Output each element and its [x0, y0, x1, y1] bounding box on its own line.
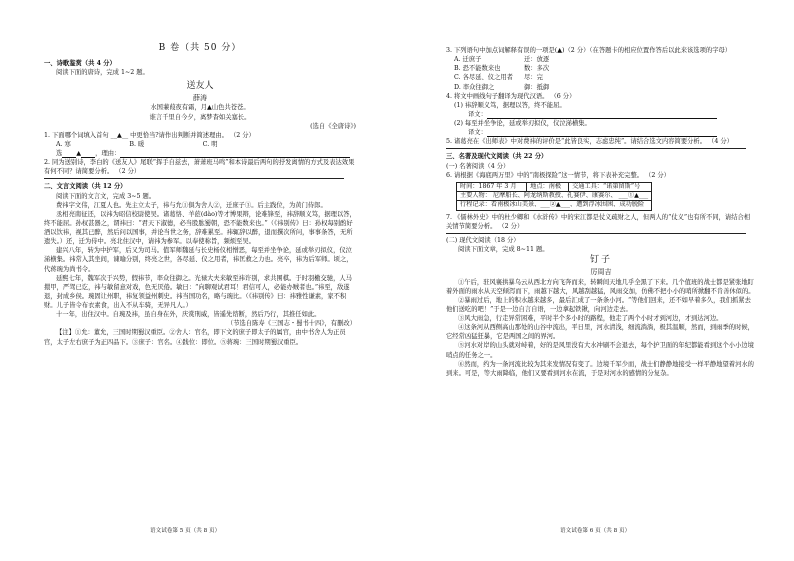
- answer-mark: ▲: [76, 150, 82, 158]
- page-footer-left: 语文试卷第 5 页（共 8 页）: [150, 528, 221, 534]
- poem-line-2: 谁言千里自今夕，离梦杳如关塞长。: [149, 113, 251, 121]
- option-b-gloss: 数：多次: [524, 65, 550, 73]
- option-a-gloss: 迁：放逐: [524, 56, 550, 64]
- poem-source: (选自《全唐诗》): [310, 122, 356, 130]
- question-3-options: [454, 55, 756, 92]
- essay-para-1: ①午后，驻风襄拱暴乌云从西北方向飞奔而来，转瞬间天地几乎全黑了下来。几个值班的战士都是紧张地盯着外面的雨水从天空倾泻而下，雨越下越大，风越刮越猛，风雨交加，仿佛不把小小的哨所掀翻不肯善休似的。: [446, 278, 755, 295]
- passage-para-3: 建兴八年，转为中护军，后又为司马。值军师魏延与长史杨仪相憎恶，每至并坐争论，延或举刃拟仪，仪泣涕横集。祎常入其坐间，谏喻分别，终亮之世，各尽延、仪之用者，祎匡救之力也。亮卒，祎为后军师。顷之，代蒋琬为尚书令。: [44, 247, 353, 273]
- option-a: A. 寒: [56, 140, 71, 148]
- essay-title: 钉子: [589, 255, 612, 266]
- option-c-gloss: 尽：完: [524, 74, 543, 82]
- section-3-heading: 三、名著及现代文阅读（共 22 分）: [446, 153, 548, 161]
- section-3b-heading: (二) 现代文阅读（18 分）: [446, 237, 520, 245]
- question-4-1: (1) 祎辞顺义笃，据理以答，终不能屈。: [454, 101, 566, 109]
- question-2: 2. 同为送别诗，李白的《送友人》尾联“挥手自兹去，萧萧班马鸣”和本诗最后两句的抒发离情的方式及表达效果有何不同？请简要分析。 （2 分）: [44, 159, 355, 176]
- essay-para-2: ②暴雨过后，地上的积水越来越多，最后汇成了一条条小河。“等他们回来，还不如早着多久，我们抓紧去他们送吃的吧！”于是一边自言自语，一边拿起铁锹，向河边走去。: [446, 296, 751, 313]
- page-footer-right: 语文试卷第 6 页（共 8 页）: [560, 528, 631, 534]
- essay-para-5: ⑤河水对岸的山头就对峙着，好的是风里没有大水冲刷不会退去，每个护卫面的年纪都能看到这个小小边境哨点的任务之一。: [446, 342, 754, 359]
- essay-author: 厉周吉: [590, 268, 612, 277]
- table-row: [457, 182, 652, 191]
- answer-line-q5[interactable]: [446, 148, 746, 149]
- right-column: [446, 46, 756, 378]
- question-1-options: [56, 140, 276, 149]
- option-d-gloss: 御：抵御: [524, 83, 550, 91]
- passage-para-5: 十一年，出住汉中。自琬及祎，虽自身在外，庆赏刑威，皆遥先谘断，然后乃行，其推任如此。: [56, 311, 321, 319]
- option-b: B. 暖: [129, 140, 145, 148]
- question-7: 7. 《儒林外史》中的杜少卿和《水浒传》中的宋江都是仗义疏财之人，但两人的“仗义”也有所不同，请结合相关情节简要分析。 （2 分）: [446, 213, 751, 230]
- left-column: [44, 40, 356, 347]
- answer-suffix: ，理由：: [95, 150, 121, 158]
- question-1: 1. 下面哪个词填入首句 __▲__ 中更恰当?请作出判断并简述理由。 （2 分）: [44, 131, 255, 139]
- essay-para-4: ④这条河从西侧高山那处的山谷中流出，平日里，河水清浅，细流淌淌，极其温顺，然而，到雨季的时候，它经常凶猛狂暴，它是两国之间的界河。: [446, 324, 754, 341]
- option-c-text: C. 各尽延、仪之用者: [454, 74, 513, 82]
- table-cell: 交通工具：“诺第留斯”号: [569, 182, 652, 191]
- poem-author: 薛涛: [193, 94, 207, 103]
- option-a-text: A. 迁庶子: [454, 56, 482, 64]
- translation-line-1: 译文：: [468, 110, 756, 119]
- poem-line-1: 水国蒹葭夜有霜，月▲山色共苍苍。: [150, 104, 250, 112]
- poem-title: 送友人: [186, 81, 214, 92]
- question-5: 5. 诸葛亮在《出师表》中对费祎的评价是“此皆良实，志虑忠纯”。请结合选文内容简要分析。 （4 分）: [446, 138, 733, 146]
- question-3: 3. 下列语句中加点词解释有误的一项是(▲)（2 分）（在答题卡的相应位置作答后以此来该选项的字母）: [446, 47, 732, 54]
- info-table: [456, 182, 652, 211]
- table-cell[interactable]: 主要人物： 尼摩船长、阿龙纳斯教授、孔赛伊、康赛尔、 ___①▲___: [457, 192, 652, 201]
- question-1-answer-line: [56, 149, 356, 158]
- section-3b-intro: 阅读下面文章，完成 8~11 题。: [458, 246, 549, 254]
- section-2-heading: 二、文言文阅读（共 12 分）: [44, 183, 127, 191]
- answer-line[interactable]: [44, 178, 344, 179]
- page-header: B 卷（共 50 分）: [158, 43, 242, 53]
- essay-para-3: ③风大雨急，行走异常困难，平时半个多小时的路程，他走了两个小时才到河边，才到达河边。: [458, 315, 723, 323]
- passage-source: （节选自陈寿《三国志・蜀书十四》，有删改）: [226, 320, 356, 328]
- passage-para-4: 延熙七年，魏军次于兴势，假祎节，率众往御之。光禄大夫来敏至祎许别，求共围棋。于时羽檄交驰，人马擐甲，严驾已讫，祎与敏留意对戏，色无厌倦。敏曰：“向聊观试君耳！君信可人，必能办贼者也。”祎至，敌遂退，封成乡侯。琬固让州职，祎复领益州刺史。祎当国功名，略与琬比。（《祎别传》曰：祎雅性谦素，家不积财。儿子皆令布衣素食，出入不从车骑，无异凡人。）: [44, 274, 352, 310]
- answer-prefix: 选: [56, 150, 63, 158]
- option-d-text: D. 率众往御之: [454, 83, 495, 91]
- table-cell: 时间：1867 年 3 月: [457, 182, 527, 191]
- table-cell[interactable]: 行程记录：看南极冰山美景、___②▲___、遭到浮冰围困、成功脱险: [457, 201, 652, 210]
- table-row: [457, 201, 652, 210]
- question-4-2: (2) 每至并坐争论，延或举刃拟仪，仪泣涕横集。: [454, 120, 591, 127]
- passage-para-2: 丞相亮南征还，以祎为昭信校尉使吴。诸葛恪、羊茝(dào)等才博果辩，论难锋至，祎辞顺义笃，据理以答，终不能屈。孙权甚器之，谓祎曰：“君天下淑德，必当股肱蜀朝，恐不能数来也。”（《祎别传》曰：孙权每别酌好酒以饮祎，视其已醉，然后问以国事，并论当世之务，辞难累至。祎辄辞以醉，退而撰次所问，事事条答，无所遗失。）还，迁为侍中。亮北住汉中，请祎为参军。以奉使称旨，频烦至吴。: [44, 210, 356, 246]
- section-1-heading: 一、诗歌鉴赏（共 4 分）: [44, 60, 116, 68]
- section-3a-heading: (一) 名著阅读（4 分）: [446, 162, 510, 170]
- passage-notes: 【注】①允：董允，三国时期蜀汉重臣。②舍人：官名，即下文的庶子即太子的属官，由中书舍人为正员官，太子左右庶子为正四品下。③庶子：官名。④践位：即位。⑤蒋琬：三国时期蜀汉重臣。: [44, 329, 346, 346]
- translation-line-2: 译文：: [468, 128, 756, 137]
- section-2-intro: 阅读下面的文言文，完成 3~5 题。: [56, 192, 156, 200]
- answer-line-q7[interactable]: [446, 233, 746, 234]
- question-4: 4. 将文中画线句子翻译为现代汉语。 （6 分）: [446, 92, 576, 100]
- table-cell: 地点：南极: [527, 182, 569, 191]
- option-b-text: B. 恐不能数来也: [454, 65, 501, 73]
- question-6: 6. 请根据《海底两万里》中的“南极探险”这一情节，将下表补充完整。 （2 分）: [446, 171, 670, 179]
- passage-para-1: 费祎字文伟，江夏人也。先主立太子，祎与允①俱为舍人②，迁庶子③。后主践位，为黄门侍郎。: [56, 201, 327, 209]
- section-1-intro: 阅读下面的唐诗，完成 1~2 题。: [56, 69, 149, 77]
- table-row: [457, 192, 652, 201]
- essay-para-6: ⑥然而，约为一条河流比较为其来发情况有变了。边境千军少而，战士们静静地接受一样平静地望着河水的到来。可是，等大雨降临，他们又要看到河水在流，于是对河水的感情的分复杂。: [446, 360, 754, 377]
- option-c: C. 明: [202, 140, 218, 148]
